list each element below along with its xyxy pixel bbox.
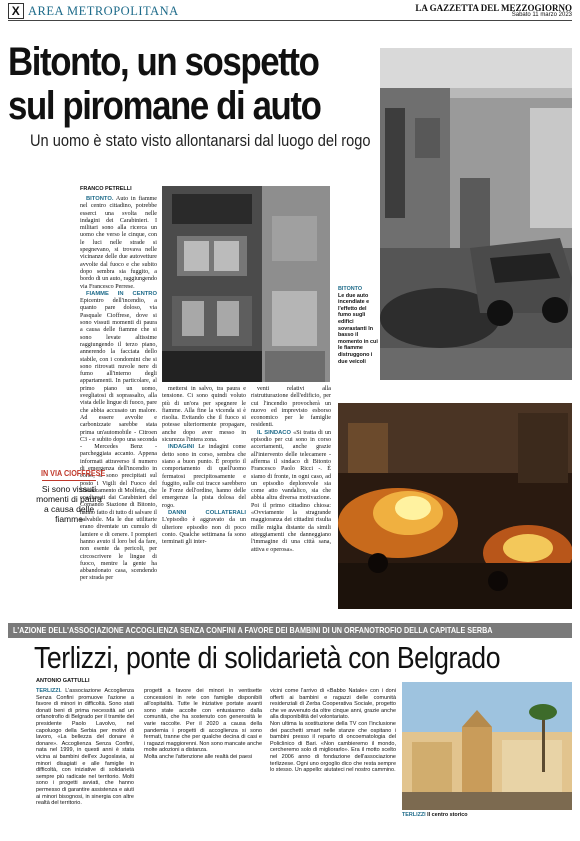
- article-column-1: [80, 196, 157, 583]
- article2-headline: Terlizzi, ponte di solidarietà con Belgrado: [34, 640, 501, 675]
- col3-text-b: «Si tratta di un episodio per cui sono in corso accertamenti, anche grazie all'intervento delle telecamere - afferma il sindaco di Bitonto Francesco Paolo Ricci -. È siamo di fronte, in ogni caso, ad un episodio deplorevole sia come atto vandalico, sia che abbia altra diversa motivazione. Poi il primo cittadino chiosa: «Ovviamente la stragrande maggioranza dei cittadini risulta mille miglia distante da simili atteggiamenti che danneggiano l'immagine di una città sana, attiva e operosa».: [251, 429, 332, 553]
- article2-byline: ANTONIO GATTULLI: [36, 678, 90, 684]
- pull-quote-text: Si sono vissuti momenti di paura a causa delle fiamme: [36, 484, 102, 524]
- caption-text: Le due auto incendiate e l'effetto del fumo sugli edifici sovrastanti In basso il momento in cui le fiamme distruggono i due veicoli: [338, 292, 378, 365]
- subhead-indagini: INDAGINI: [168, 444, 195, 451]
- car-fire-photo: [338, 403, 572, 609]
- article2-col2-text: progetti a favore dei minori in ventisette concessioni in rete con famiglie disponibili all'ospitalità. Tutte le iniziative portate avanti sono state accolte con entusiasmo dalla comunità, che ha sostenuto con generosità le varie raccolte. Per il 2020 a causa della pandemia i progetti di accoglienza si sono fermati, tranne che per qualche decina di casi e i ragazzi maggiorenni. Non sono mancate anche molte adozioni a distanza.: [144, 688, 263, 754]
- subhead-sindaco: IL SINDACO: [257, 429, 291, 436]
- col2-text-c: L'episodio è aggravato da un ulteriore episodio non di poco conto. Qualche settimana fa sono terminati gli inter-: [162, 517, 246, 546]
- section-mark: X: [8, 3, 24, 19]
- article2-kicker: [8, 623, 572, 638]
- article-headline: [8, 40, 365, 128]
- col1-text-b: Epicentro dell'incendio, a quanto pare doloso, via Pasquale Cioffrese, dove si sono vissuti momenti di paura a causa delle fiamme che si sono levate altissime raggiungendo il terzo piano, annerendo la facciata dello stabile, con i condomini che si sono ritrovati nuvole nere di fumo all'interno degli appartamenti. In particolare, al primo piano un uomo, svegliatosi di soprassalto, alla vista delle lingue di fuoco, pare che abbia accusato un malore. Ad essere avvolte e carbonizzate sarebbe stata prima un'automobile - Citroen C3 - e subito dopo una seconda - Mercedes Benz - parcheggiata accanto. Appena informati attraverso il numero di emergenza dell'incendio in corso, si sono precipitati sul posto i Vigili del Fuoco del Distaccamento di Molfetta, che coadiuvati dai Carabinieri del Comando Stazione di Bitonto, hanno fatto di tutto di salvare il salvabile. Ma le due utilitarie erano diventate un cumulo di lamiere e di cenere. I pompieri hanno avuto il loro bel da fare, non esente da pericoli, per circoscrivere le lingue di fuoco, mentre la gente ha abbandonato casa, scendendo per strada per: [80, 298, 157, 582]
- terlizzi-old-town-photo: [402, 682, 572, 810]
- subhead-danni: DANNI COLLATERALI: [168, 510, 246, 517]
- pull-quote-title: IN VIA CIOFFRESE: [40, 468, 106, 478]
- issue-date: Sabato 11 marzo 2023: [511, 12, 572, 18]
- subhead-fiamme: FIAMME IN CENTRO: [86, 290, 157, 297]
- caption-label: BITONTO: [338, 286, 363, 292]
- caption2-text: Il centro storico: [427, 812, 468, 818]
- article-byline: FRANCO PETRELLI: [80, 186, 132, 192]
- article2-col3-text-b: Non ultima la sostituzione della TV con l'inclusione dei pacchetti smart nelle stanze che ospitano i bambini presso il reparto di oncoematologia del Policlinico di Bari. «Non cambieremo il mondo, cercheremo solo di migliorarlo». Era il motto scelto nel 2006 anno di fondazione dell'associazione terlizzese. Ogni uno orgoglio dico che resta sempre lo stesso. Un appello: aiutateci nel nostro cammino.: [270, 720, 396, 774]
- col3-text: venti relativi alla ristrutturazione dell'edificio, per cui l'incendio provocherà un nuovo ed imprevisto esborso economico per le famiglie residenti.: [251, 386, 331, 429]
- headline-line-1: Bitonto, un sospetto: [8, 40, 319, 84]
- col1-text: Auto in fiamme nel centro cittadino, potrebbe esserci una svolta nelle indagini dei Carabinieri. I militari sono alla ricerca un uomo che verso le cinque, con le luci nelle strade si spegnevano, si trovava nelle vicinanze delle due autovetture avvolte dal fuoco e che subito dopo sembra sia fuggito, a bordo di un auto, raggiungendo via Francesco Perrese.: [80, 196, 157, 290]
- caption2-label: TERLIZZI: [402, 812, 426, 818]
- article-column-3: [251, 386, 331, 554]
- newspaper-name: LA GAZZETTA DEL MEZZOGIORNO: [415, 3, 572, 13]
- article2-column-1: [36, 688, 134, 807]
- article2-col1-text: L'associazione Accoglienza Senza Confini promuove l'azione a favore di minori in difficoltà. Sono stati donati beni di prima necessità ad un orfanotrofio di Belgrado per il tramite del presidente Paolo Lavolvo, nel capoluogo della Serbia per motivi di lavoro, «La bellezza del donare è donare». Accoglienza Senza Confini, nata nel 1999, in questi anni è stata vicina ai bambini dell'ex Jugoslavia, ai minori disagiati e alle famiglie in difficoltà, con iniziative di solidarietà sempre più radicate nel territorio. Molti sono i progetti avviati, che hanno permesso di garantire assistenza e aiuti ai minori bisognosi, in sinergia con altre realtà del territorio.: [36, 688, 134, 807]
- dateline: BITONTO.: [86, 196, 114, 202]
- article-column-2: [162, 386, 246, 547]
- article2-col3-text: vicini come l'arrivo di «Babbo Natale» con i doni offerti ai bambini e ragazzi delle comunità residenziali di Zerba Cooperativa Sociale, progetto che ve avvenuto da oltre cinque anni, grazie anche alla disponibilità del volontariato.: [270, 688, 396, 721]
- article-subtitle: Un uomo è stato visto allontanarsi dal luogo del rogo: [30, 131, 371, 150]
- article2-column-2: [144, 688, 262, 761]
- col2-text-b: Le indagini come detto sono in corso, sembra che siano a buon punto. È proprio il comportamento di quell'uomo fermatosi precipitosamente e fuggito, sulle cui tracce sarebbero le Forze dell'ordine, hanno delle emergenze la pista dolosa del rogo.: [162, 444, 246, 509]
- article2-col2-text-b: Molta anche l'attenzione alle realtà dei paesi: [144, 753, 253, 760]
- article2-kicker-text: L'AZIONE DELL'ASSOCIAZIONE ACCOGLIENZA SENZA CONFINI A FAVORE DEI BAMBINI DI UN ORFANOTROFIO DELLA CAPITALE SERBA: [13, 626, 493, 635]
- building-facade-photo: [162, 186, 330, 382]
- section-title: AREA METROPOLITANA: [28, 4, 179, 18]
- photo-caption-bitonto: [338, 286, 380, 365]
- headline-line-2: sul piromane di auto: [8, 84, 321, 128]
- pull-quote: [36, 468, 106, 524]
- pull-quote-rule: [42, 480, 96, 481]
- article2-column-3: [270, 688, 396, 774]
- article2-dateline: TERLIZZI.: [36, 688, 62, 694]
- burned-cars-photo: [380, 48, 572, 380]
- section-header: [8, 3, 179, 19]
- header-rule: [8, 20, 572, 21]
- col2-text: mettersi in salvo, tra paura e tensione. Ci sono quindi voluto più di un'ora per spegnere le fiamme. Alla fine la vicenda si è risolta. Evitando che il fuoco si potesse ulteriormente propagare, anche dopo aver messo in sicurezza l'intera zona.: [162, 386, 246, 444]
- photo-caption-terlizzi: [402, 812, 468, 819]
